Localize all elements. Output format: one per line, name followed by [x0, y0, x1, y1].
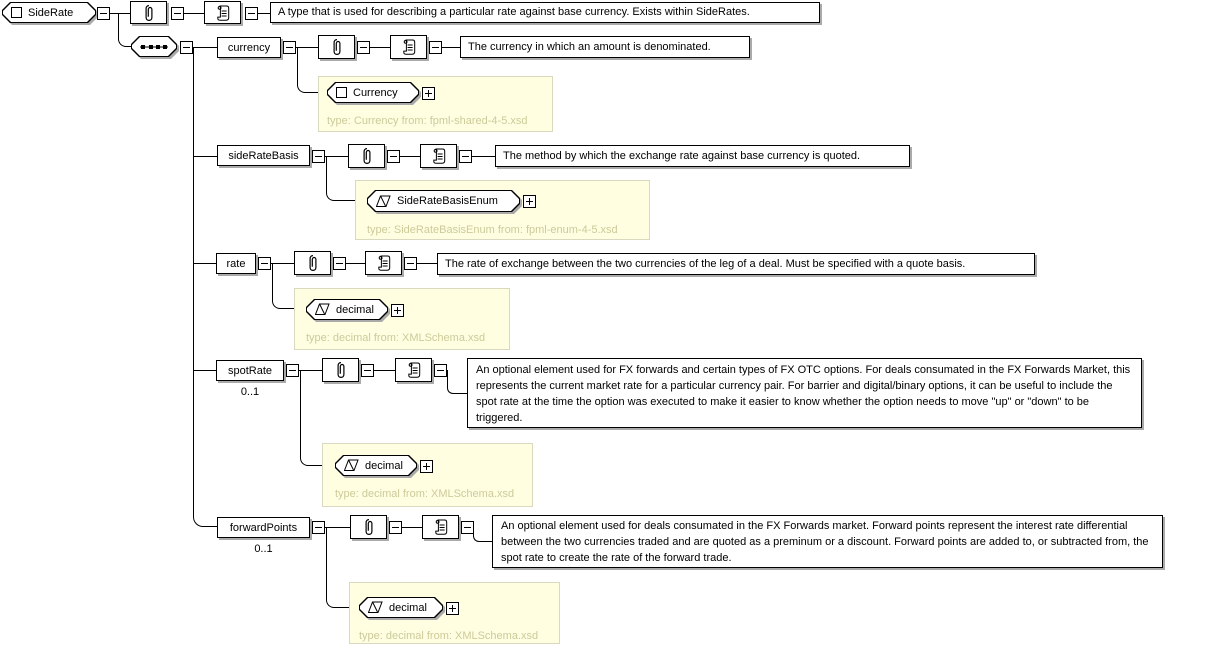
collapse-toggle[interactable] [180, 41, 193, 54]
paperclip-icon [142, 4, 156, 22]
cardinality-label: 0..1 [240, 386, 260, 398]
collapse-toggle[interactable] [387, 150, 400, 163]
connector-elbow [118, 13, 131, 47]
collapse-toggle[interactable] [434, 364, 447, 377]
simple-type-icon [368, 601, 383, 614]
collapse-toggle[interactable] [97, 7, 110, 20]
connector-line [370, 47, 390, 48]
expand-toggle[interactable] [446, 602, 459, 615]
connector-line [193, 47, 217, 48]
collapse-toggle[interactable] [171, 7, 184, 20]
collapse-toggle[interactable] [404, 257, 417, 270]
simple-type-icon [315, 303, 330, 316]
collapse-toggle[interactable] [312, 521, 325, 534]
paperclip-icon [334, 361, 348, 379]
root-documentation: A type that is used for describing a particular rate against base currency. Exists within SideRates. [270, 2, 820, 23]
complex-type-icon [336, 87, 347, 98]
element-spotRate[interactable]: spotRate [216, 360, 284, 381]
type-caption: type: decimal from: XMLSchema.xsd [359, 630, 539, 642]
collapse-toggle[interactable] [312, 150, 325, 163]
collapse-toggle[interactable] [258, 257, 271, 270]
type-node-decimal[interactable] [306, 299, 388, 320]
connector-line [258, 13, 270, 14]
connector-line [417, 263, 437, 264]
element-documentation: The currency in which an amount is denominated. [460, 36, 750, 58]
type-node-currency[interactable] [327, 82, 419, 103]
element-rate[interactable]: rate [216, 253, 256, 274]
connector-line [193, 156, 217, 157]
connector-line [374, 370, 395, 371]
connector-line [472, 156, 495, 157]
root-type-label: SideRate [28, 6, 74, 19]
expand-toggle[interactable] [391, 304, 404, 317]
cardinality-label: 0..1 [254, 543, 273, 555]
element-forwardPoints[interactable]: forwardPoints [217, 517, 310, 538]
sequence-trunk-line [193, 47, 217, 527]
type-node-sideRateBasisEnum[interactable] [367, 190, 520, 212]
type-caption: type: SideRateBasisEnum from: fpml-enum-4-5.xsd [367, 224, 618, 236]
collapse-toggle[interactable] [389, 521, 402, 534]
attributes-node[interactable] [130, 1, 167, 24]
type-caption: type: Currency from: fpml-shared-4-5.xsd [327, 115, 528, 127]
expand-toggle[interactable] [523, 195, 536, 208]
expand-toggle[interactable] [422, 87, 435, 100]
element-documentation: An optional element used for deals consumated in the FX Forwards market. Forward points represent the interest rate differential between the two currencies traded and are quoted as a preminum or a discount. Forward points are added to, or subtracted from, the spot rate to create the rate of the forward trade. [492, 515, 1163, 568]
collapse-toggle[interactable] [283, 41, 296, 54]
root-type-node[interactable] [2, 2, 96, 23]
complex-type-icon [11, 7, 22, 18]
annotation-node[interactable] [422, 515, 459, 539]
simple-type-icon [344, 459, 359, 472]
scroll-icon [376, 254, 391, 272]
element-documentation: The rate of exchange between the two currencies of the leg of a deal. Must be specified with a quote basis. [437, 253, 1035, 275]
connector-elbow [473, 527, 492, 542]
annotation-node[interactable] [204, 1, 241, 24]
collapse-toggle[interactable] [429, 41, 442, 54]
annotation-node[interactable] [420, 144, 457, 168]
element-currency[interactable]: currency [217, 37, 281, 58]
collapse-toggle[interactable] [361, 364, 374, 377]
scroll-icon [401, 38, 416, 56]
element-documentation: An optional element used for FX forwards and certain types of FX OTC options. For deals consumated in the FX Forwards Market, this represents the current market rate for a particular currency pair. For barrier and digital/binary options, it can be useful to include the spot rate at the time the option was executed to make it easier to know whether the option needs to move "up" or "down" to be triggered. [467, 358, 1142, 428]
type-label: decimal [365, 459, 403, 472]
type-label: SideRateBasisEnum [397, 195, 498, 207]
type-caption: type: decimal from: XMLSchema.xsd [335, 488, 515, 500]
scroll-icon [433, 518, 448, 536]
connector-line [402, 527, 422, 528]
sequence-icon [139, 43, 169, 51]
type-caption: type: decimal from: XMLSchema.xsd [306, 332, 486, 344]
scroll-icon [215, 4, 230, 22]
collapse-toggle[interactable] [357, 41, 370, 54]
collapse-toggle[interactable] [245, 7, 258, 20]
type-label: decimal [336, 303, 374, 316]
connector-line [184, 13, 204, 14]
paperclip-icon [306, 254, 320, 272]
connector-elbow [447, 370, 467, 394]
collapse-toggle[interactable] [459, 150, 472, 163]
collapse-toggle[interactable] [286, 364, 299, 377]
annotation-node[interactable] [390, 35, 427, 59]
scroll-icon [406, 361, 421, 379]
type-node-decimal[interactable] [335, 455, 417, 476]
scroll-icon [431, 147, 446, 165]
annotation-node[interactable] [365, 251, 402, 275]
connector-line [346, 263, 365, 264]
connector-line [400, 156, 420, 157]
connector-line [193, 263, 217, 264]
element-sideRateBasis[interactable]: sideRateBasis [217, 145, 310, 166]
paperclip-icon [330, 38, 344, 56]
element-documentation: The method by which the exchange rate against base currency is quoted. [495, 145, 910, 167]
collapse-toggle[interactable] [333, 257, 346, 270]
type-label: Currency [353, 86, 398, 99]
type-label: decimal [389, 601, 427, 614]
sequence-node[interactable] [131, 36, 177, 57]
expand-toggle[interactable] [420, 460, 433, 473]
connector-line [193, 370, 217, 371]
simple-type-icon [376, 195, 391, 208]
paperclip-icon [362, 518, 376, 536]
type-node-decimal[interactable] [359, 597, 443, 618]
annotation-node[interactable] [395, 358, 432, 382]
connector-line [442, 47, 460, 48]
